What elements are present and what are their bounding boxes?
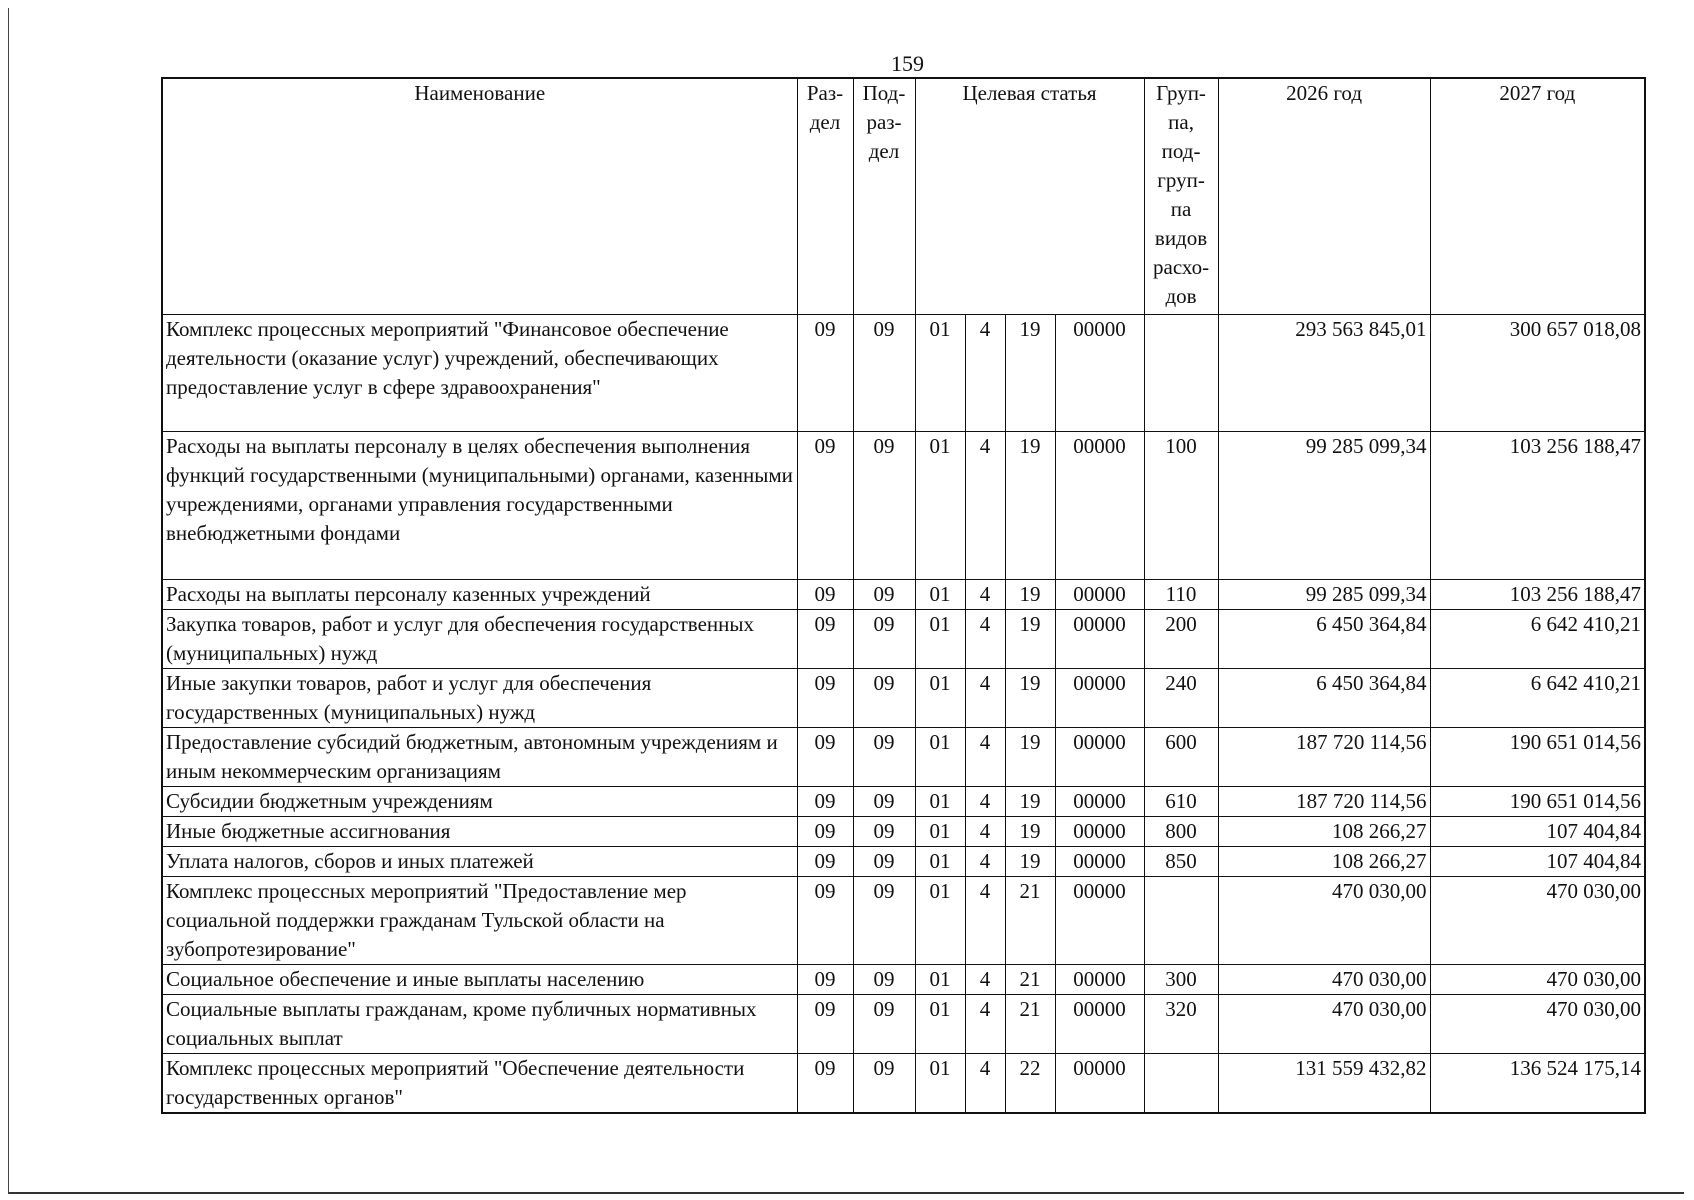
row-target-program: 01 [915,609,965,668]
row-section: 09 [797,876,853,964]
row-target-direction: 00000 [1055,727,1144,786]
row-name: Социальное обеспечение и иные выплаты населению [162,964,797,994]
header-section: Раз- дел [797,78,853,314]
row-section: 09 [797,994,853,1053]
row-name: Социальные выплаты гражданам, кроме публичных нормативных социальных выплат [162,994,797,1053]
row-target-structural: 19 [1005,314,1055,431]
row-target-type: 4 [965,786,1005,816]
row-amount-2027: 103 256 188,47 [1430,579,1645,609]
row-amount-2027: 190 651 014,56 [1430,786,1645,816]
row-target-program: 01 [915,1053,965,1113]
header-subsection: Под- раз- дел [853,78,915,314]
row-expense-group [1144,314,1218,431]
row-amount-2026: 470 030,00 [1218,876,1430,964]
row-section: 09 [797,964,853,994]
table-header-row [162,78,1645,314]
row-amount-2027: 470 030,00 [1430,994,1645,1053]
row-target-program: 01 [915,727,965,786]
row-subsection: 09 [853,846,915,876]
row-amount-2027: 300 657 018,08 [1430,314,1645,431]
row-target-structural: 21 [1005,964,1055,994]
row-target-program: 01 [915,668,965,727]
row-section: 09 [797,431,853,579]
row-amount-2026: 293 563 845,01 [1218,314,1430,431]
row-target-type: 4 [965,668,1005,727]
row-amount-2026: 108 266,27 [1218,846,1430,876]
row-target-program: 01 [915,964,965,994]
row-subsection: 09 [853,579,915,609]
header-2026: 2026 год [1218,78,1430,314]
row-target-structural: 19 [1005,609,1055,668]
row-amount-2027: 6 642 410,21 [1430,609,1645,668]
row-expense-group: 850 [1144,846,1218,876]
row-expense-group: 800 [1144,816,1218,846]
row-amount-2026: 470 030,00 [1218,964,1430,994]
row-target-structural: 19 [1005,668,1055,727]
row-target-direction: 00000 [1055,668,1144,727]
row-target-structural: 19 [1005,727,1055,786]
row-target-direction: 00000 [1055,876,1144,964]
row-target-direction: 00000 [1055,786,1144,816]
row-target-structural: 19 [1005,786,1055,816]
row-target-direction: 00000 [1055,846,1144,876]
row-section: 09 [797,786,853,816]
row-subsection: 09 [853,431,915,579]
row-target-program: 01 [915,816,965,846]
row-name: Комплекс процессных мероприятий "Обеспечение деятельности государственных органов" [162,1053,797,1113]
row-name: Предоставление субсидий бюджетным, автономным учреждениям и иным некоммерческим организациям [162,727,797,786]
row-amount-2027: 470 030,00 [1430,876,1645,964]
row-name: Иные бюджетные ассигнования [162,816,797,846]
row-amount-2027: 190 651 014,56 [1430,727,1645,786]
row-subsection: 09 [853,609,915,668]
row-amount-2026: 187 720 114,56 [1218,786,1430,816]
header-name: Наименование [162,78,797,314]
row-target-program: 01 [915,994,965,1053]
row-subsection: 09 [853,876,915,964]
row-subsection: 09 [853,727,915,786]
row-target-direction: 00000 [1055,816,1144,846]
table-row [162,964,1645,994]
table-row [162,1053,1645,1113]
row-target-type: 4 [965,876,1005,964]
table-row [162,994,1645,1053]
row-target-direction: 00000 [1055,994,1144,1053]
row-subsection: 09 [853,1053,915,1113]
row-name: Закупка товаров, работ и услуг для обеспечения государственных (муниципальных) нужд [162,609,797,668]
row-amount-2026: 99 285 099,34 [1218,579,1430,609]
row-target-type: 4 [965,816,1005,846]
page-number: 159 [891,51,924,76]
row-target-structural: 19 [1005,816,1055,846]
header-expense-group: Груп- па, под- груп- па видов расхо- дов [1144,78,1218,314]
row-expense-group: 100 [1144,431,1218,579]
row-subsection: 09 [853,816,915,846]
row-expense-group: 610 [1144,786,1218,816]
row-target-program: 01 [915,786,965,816]
row-section: 09 [797,579,853,609]
table-row [162,876,1645,964]
row-section: 09 [797,1053,853,1113]
row-target-direction: 00000 [1055,964,1144,994]
row-name: Расходы на выплаты персоналу в целях обеспечения выполнения функций государственными (муниципальными) органами, казенными учреждениями, органами управления государственными внебюджетными фондами [162,431,797,579]
row-name: Иные закупки товаров, работ и услуг для обеспечения государственных (муниципальных) нужд [162,668,797,727]
row-expense-group: 200 [1144,609,1218,668]
row-amount-2026: 6 450 364,84 [1218,668,1430,727]
header-target-article: Целевая статья [915,78,1144,314]
row-target-type: 4 [965,727,1005,786]
row-subsection: 09 [853,668,915,727]
row-target-type: 4 [965,846,1005,876]
row-subsection: 09 [853,964,915,994]
row-subsection: 09 [853,786,915,816]
row-expense-group [1144,876,1218,964]
row-section: 09 [797,727,853,786]
row-target-type: 4 [965,994,1005,1053]
row-target-structural: 19 [1005,846,1055,876]
row-name: Уплата налогов, сборов и иных платежей [162,846,797,876]
table-row [162,609,1645,668]
row-expense-group: 300 [1144,964,1218,994]
row-amount-2026: 470 030,00 [1218,994,1430,1053]
row-target-program: 01 [915,846,965,876]
row-expense-group: 110 [1144,579,1218,609]
row-subsection: 09 [853,994,915,1053]
row-amount-2027: 107 404,84 [1430,816,1645,846]
row-amount-2027: 136 524 175,14 [1430,1053,1645,1113]
row-target-type: 4 [965,964,1005,994]
row-target-program: 01 [915,314,965,431]
row-amount-2027: 103 256 188,47 [1430,431,1645,579]
row-target-structural: 22 [1005,1053,1055,1113]
row-name: Комплекс процессных мероприятий "Финансовое обеспечение деятельности (оказание услуг) учреждений, обеспечивающих предоставление услуг в сфере здравоохранения" [162,314,797,431]
row-expense-group: 240 [1144,668,1218,727]
row-expense-group: 600 [1144,727,1218,786]
table-row [162,579,1645,609]
header-2027: 2027 год [1430,78,1645,314]
row-name: Расходы на выплаты персоналу казенных учреждений [162,579,797,609]
row-amount-2026: 187 720 114,56 [1218,727,1430,786]
table-row [162,846,1645,876]
row-amount-2026: 99 285 099,34 [1218,431,1430,579]
row-section: 09 [797,668,853,727]
row-target-program: 01 [915,579,965,609]
row-target-structural: 19 [1005,579,1055,609]
row-target-direction: 00000 [1055,314,1144,431]
row-target-direction: 00000 [1055,579,1144,609]
row-target-type: 4 [965,1053,1005,1113]
table-row [162,786,1645,816]
row-name: Субсидии бюджетным учреждениям [162,786,797,816]
row-name: Комплекс процессных мероприятий "Предоставление мер социальной поддержки гражданам Тульской области на зубопротезирование" [162,876,797,964]
row-section: 09 [797,816,853,846]
row-target-structural: 19 [1005,431,1055,579]
budget-table [161,77,1646,1114]
row-amount-2026: 6 450 364,84 [1218,609,1430,668]
row-target-type: 4 [965,314,1005,431]
row-target-program: 01 [915,431,965,579]
table-row [162,668,1645,727]
row-amount-2027: 107 404,84 [1430,846,1645,876]
row-amount-2027: 6 642 410,21 [1430,668,1645,727]
row-section: 09 [797,846,853,876]
row-target-direction: 00000 [1055,431,1144,579]
table-row [162,727,1645,786]
row-target-type: 4 [965,609,1005,668]
row-section: 09 [797,609,853,668]
row-target-type: 4 [965,431,1005,579]
row-target-structural: 21 [1005,876,1055,964]
table-row [162,314,1645,431]
row-target-direction: 00000 [1055,1053,1144,1113]
row-section: 09 [797,314,853,431]
row-subsection: 09 [853,314,915,431]
row-amount-2027: 470 030,00 [1430,964,1645,994]
row-expense-group: 320 [1144,994,1218,1053]
table-row [162,431,1645,579]
row-expense-group [1144,1053,1218,1113]
row-amount-2026: 108 266,27 [1218,816,1430,846]
row-target-type: 4 [965,579,1005,609]
table-row [162,816,1645,846]
row-target-program: 01 [915,876,965,964]
row-target-structural: 21 [1005,994,1055,1053]
row-amount-2026: 131 559 432,82 [1218,1053,1430,1113]
row-target-direction: 00000 [1055,609,1144,668]
